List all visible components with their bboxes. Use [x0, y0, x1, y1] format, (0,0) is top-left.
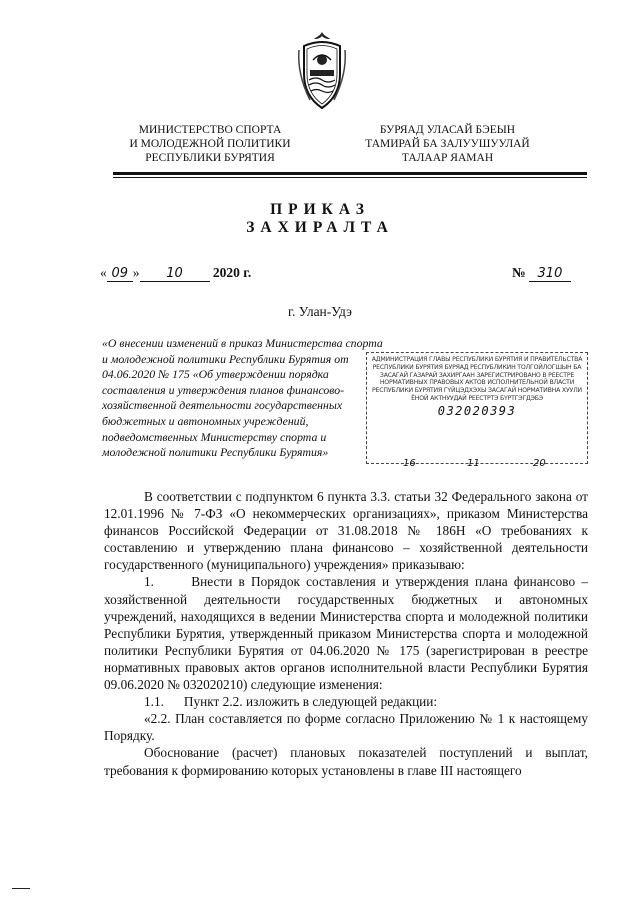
- order-number: [512, 265, 571, 282]
- date-day: 09: [107, 266, 133, 282]
- ministry-name-bua-line: БУРЯАД УЛАСАЙ БЭЕЫН: [379, 124, 516, 136]
- coat-of-arms-emblem: [296, 30, 348, 112]
- number-sign: №: [512, 265, 526, 280]
- body-paragraph: «2.2. План составляется по форме согласно Приложению № 1 к настоящему Порядку.: [104, 711, 588, 744]
- stamp-date-day: 16: [403, 458, 416, 469]
- header-divider-thick: [113, 172, 587, 175]
- body-paragraph: 1.1. Пункт 2.2. изложить в следующей редакции:: [144, 694, 438, 710]
- date-quote-open: «: [100, 265, 107, 280]
- date-quote-close: »: [132, 265, 140, 280]
- ministry-name-ru-line: МИНИСТЕРСТВО СПОРТА: [138, 124, 282, 136]
- ministry-name-bua-line: ТАЛААР ЯАМАН: [401, 152, 494, 164]
- footer-mark: [12, 888, 30, 889]
- stamp-date-year: 20: [533, 458, 546, 469]
- header-divider-thin: [113, 177, 587, 178]
- order-date: [100, 265, 251, 282]
- registration-stamp: [366, 352, 588, 469]
- date-month: 10: [140, 266, 210, 282]
- stamp-registration-number: 032020393: [437, 403, 517, 418]
- order-subject: «О внесении изменений в приказ Министерства спорта и молодежной политики Республики Бурятия от 04.06.2020 № 175 «Об утверждении порядка составления и утверждения планов финансово-хозяйственной деятельности государственных бюджетных и автономных учреждений, подведомственных Министерству спорта и молодежной политики Республики Бурятия»: [102, 336, 383, 460]
- order-body: [104, 488, 592, 779]
- ministry-name-bua: [355, 123, 540, 165]
- body-paragraph: 1. Внести в Порядок составления и утверждения плана финансово – хозяйственной деятельности государственных бюджетных и автономных учреждений, находящихся в ведении Министерства спорта и молодежной политики Республики Бурятия, утвержденный приказом Министерства спорта и молодежной политики Республики Бурятия от 04.06.2020 № 175 (зарегистрирован в реестре нормативных правовых актов органов исполнительной власти Республики Бурятия 09.06.2020 № 032020210) следующие изменения:: [104, 574, 592, 693]
- stamp-text: АДМИНИСТРАЦИЯ ГЛАВЫ РЕСПУБЛИКИ БУРЯТИЯ И ПРАВИТЕЛЬСТВА РЕСПУБЛИКИ БУРЯТИЯ БУРЯАД РЕСПУБЛИКИН ТОЛГОЙЛОГШЫН БА ЗАСАГАЙ ГАЗАРАЙ ЗАХИРГААН ЗАРЕГИСТРИРОВАНО В РЕЕСТРЕ НОРМАТИВНЫХ ПРАВОВЫХ АКТОВ ИСПОЛНИТЕЛЬНОЙ ВЛАСТИ РЕСПУБЛИКИ БУРЯТИЯ ГҮЙЦЭДХЭХЫ ЗАСАГАЙ НОРМАТИВНА ХУУЛИ ЁНОЙ АКТНУУДАЙ РЕЕСТРТЭ БҮРТГЭГДЭБЭ: [371, 356, 583, 402]
- ministry-name-ru-line: РЕСПУБЛИКИ БУРЯТИЯ: [145, 152, 275, 164]
- ministry-name-bua-line: ТАМИРАЙ БА ЗАЛУУШУУЛАЙ: [365, 138, 530, 150]
- document-title: ПРИКАЗ: [270, 201, 370, 218]
- date-year: 2020 г.: [212, 265, 252, 280]
- ministry-name-ru: [115, 123, 305, 165]
- body-paragraph: Обоснование (расчет) плановых показателей поступлений и выплат, требования к формированию которых установлены в главе III настоящего: [104, 745, 588, 778]
- body-paragraph: В соответствии с подпунктом 6 пункта 3.3. статьи 32 Федерального закона от 12.01.1996 № 7-ФЗ «О некоммерческих организациях», приказом Министерства финансов Российской Федерации от 31.08.2018 № 186Н «О требованиях к составлению и утверждению плана финансово – хозяйственной деятельности государственного (муниципального) учреждения» приказываю:: [104, 489, 588, 573]
- stamp-date-month: 11: [467, 458, 480, 469]
- document-title-bua: ЗАХИРАЛТА: [246, 219, 394, 236]
- city-name: г. Улан-Удэ: [288, 304, 352, 319]
- order-number-value: 310: [529, 266, 571, 282]
- ministry-name-ru-line: И МОЛОДЕЖНОЙ ПОЛИТИКИ: [129, 138, 291, 150]
